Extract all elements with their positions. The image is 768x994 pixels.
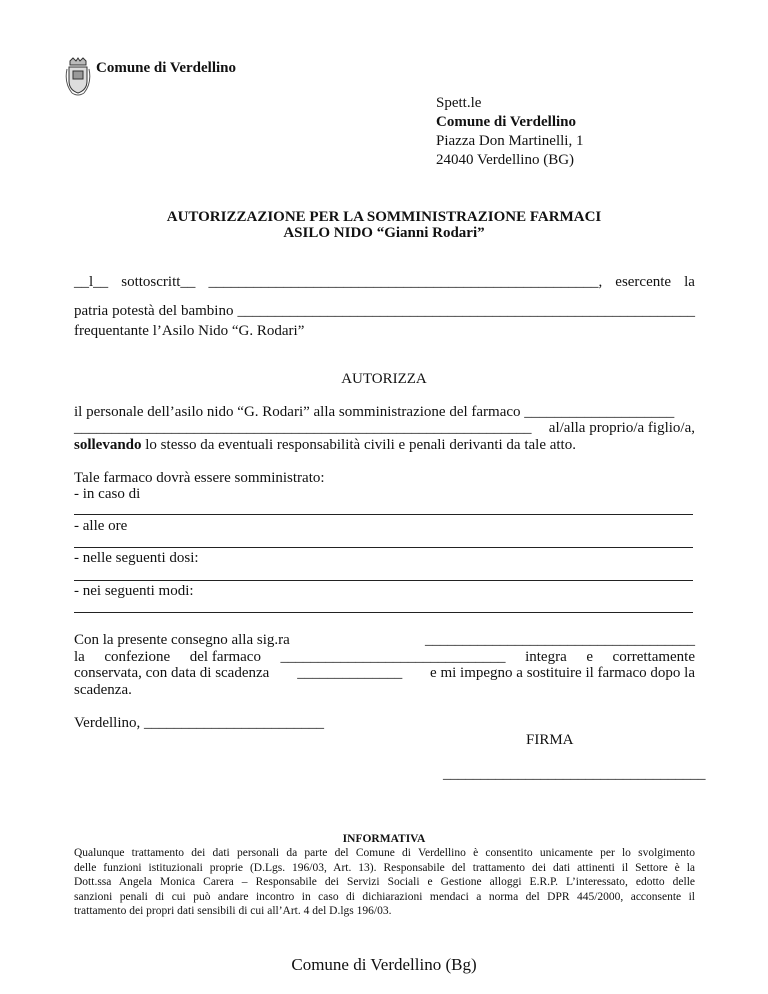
consign-line-3 — [74, 665, 695, 682]
intro-l-field[interactable]: __l__ — [74, 274, 109, 290]
signature-line[interactable]: ___________________________________ — [443, 766, 706, 782]
recipient-salutation: Spett.le — [436, 95, 482, 111]
intro-potesta: potestà — [112, 303, 155, 319]
intro-sottoscritt: sottoscritt__ — [121, 274, 196, 290]
intro-name-field[interactable]: ____________________________________________________, — [208, 274, 603, 290]
privacy-line-1: Qualunque trattamento dei dati personali da parte del Comune di Verdellino è consentito unicamente per lo svolgimento — [74, 847, 695, 859]
consign-integra: integra — [525, 649, 567, 665]
admin-item-hours: - alle ore — [74, 518, 128, 534]
consign-scadenza-text: conservata, con data di scadenza — [74, 665, 270, 681]
municipal-crest-icon — [64, 57, 92, 99]
privacy-line-5: trattamento dei propri dati sensibili di cui all’Art. 4 del D.lgs 196/03. — [74, 905, 392, 917]
privacy-notice — [74, 846, 695, 919]
expiry-date-field[interactable]: ______________ — [297, 665, 403, 681]
authorize-child: al/alla proprio/a figlio/a, — [548, 420, 695, 436]
consign-impegno-text: e mi impegno a sostituire il farmaco dopo la — [430, 665, 695, 681]
recipient-name: Comune di Verdellino — [436, 114, 577, 130]
admin-item-doses: - nelle seguenti dosi: — [74, 550, 199, 566]
privacy-line-2: delle funzioni istituzionali proprie (D.Lgs. 196/03, Art. 13). Responsabile del trattamento dei dati attinenti il Settore è la — [74, 861, 695, 874]
header-municipality: Comune di Verdellino — [96, 60, 237, 76]
authorize-line-2 — [74, 420, 695, 437]
consign-la: la — [74, 649, 85, 665]
recipient-person-field[interactable]: ____________________________________ — [425, 632, 695, 648]
admin-line-modes[interactable] — [74, 612, 693, 613]
admin-line-case[interactable] — [74, 514, 693, 515]
admin-line-doses[interactable] — [74, 580, 693, 581]
sollevando-text: sollevando — [74, 437, 142, 453]
recipient-street: Piazza Don Martinelli, 1 — [436, 133, 584, 149]
intro-line-2 — [74, 303, 695, 320]
place-date-field[interactable]: Verdellino, ________________________ — [74, 715, 324, 731]
privacy-line-3: Dott.ssa Angela Monica Carera – Responsabile dei Servizi Sociali e Gestione alloggi E.R.P. L’interessato, edotto delle — [74, 876, 695, 888]
administration-heading: Tale farmaco dovrà essere somministrato: — [74, 470, 325, 486]
intro-line-3: frequentante l’Asilo Nido “G. Rodari” — [74, 323, 305, 339]
child-name-field[interactable]: _____________________________________________________________ — [237, 303, 695, 319]
document-title — [0, 209, 768, 241]
page-footer: Comune di Verdellino (Bg) — [291, 955, 477, 974]
authorize-line-1: il personale dell’asilo nido “G. Rodari” alla somministrazione del farmaco ____________________ — [74, 404, 675, 420]
privacy-heading: INFORMATIVA — [342, 833, 426, 845]
title-line-1: AUTORIZZAZIONE PER LA SOMMINISTRAZIONE FARMACI — [166, 209, 602, 225]
consign-line-1 — [74, 632, 695, 649]
consign-e: e — [586, 649, 593, 665]
intro-la: la — [684, 274, 695, 290]
consign-correttamente: correttamente — [612, 649, 695, 665]
admin-item-modes: - nei seguenti modi: — [74, 583, 194, 599]
consign-text-1: Con la presente consegno alla sig.ra — [74, 632, 290, 648]
recipient-address — [436, 94, 583, 170]
consign-del-farmaco: del farmaco — [189, 649, 261, 665]
drug-name-field[interactable]: _____________________________________________________________ — [74, 420, 532, 436]
consigned-drug-field[interactable]: ______________________________ — [280, 649, 506, 665]
authorize-line-3 — [74, 437, 576, 454]
consign-confezione: confezione — [104, 649, 171, 665]
intro-bambino: bambino — [180, 303, 234, 319]
authorize-line-3-rest: lo stesso da eventuali responsabilità civili e penali derivanti da tale atto. — [141, 437, 576, 453]
intro-line-1 — [74, 274, 695, 291]
authorize-heading: AUTORIZZA — [341, 371, 427, 387]
title-line-2: ASILO NIDO “Gianni Rodari” — [283, 225, 485, 241]
consign-line-2 — [74, 649, 695, 666]
intro-esercente: esercente — [615, 274, 672, 290]
signature-label: FIRMA — [526, 732, 574, 748]
intro-patria: patria — [74, 303, 109, 319]
recipient-city: 24040 Verdellino (BG) — [436, 152, 575, 168]
intro-del: del — [158, 303, 177, 319]
admin-line-hours[interactable] — [74, 547, 693, 548]
consign-line-4: scadenza. — [74, 682, 132, 698]
admin-item-case: - in caso di — [74, 486, 141, 502]
privacy-line-4: sanzioni penali di cui può andare incontro in caso di dichiarazioni mendaci a norma del DPR 445/2000, acconsente il — [74, 890, 695, 903]
